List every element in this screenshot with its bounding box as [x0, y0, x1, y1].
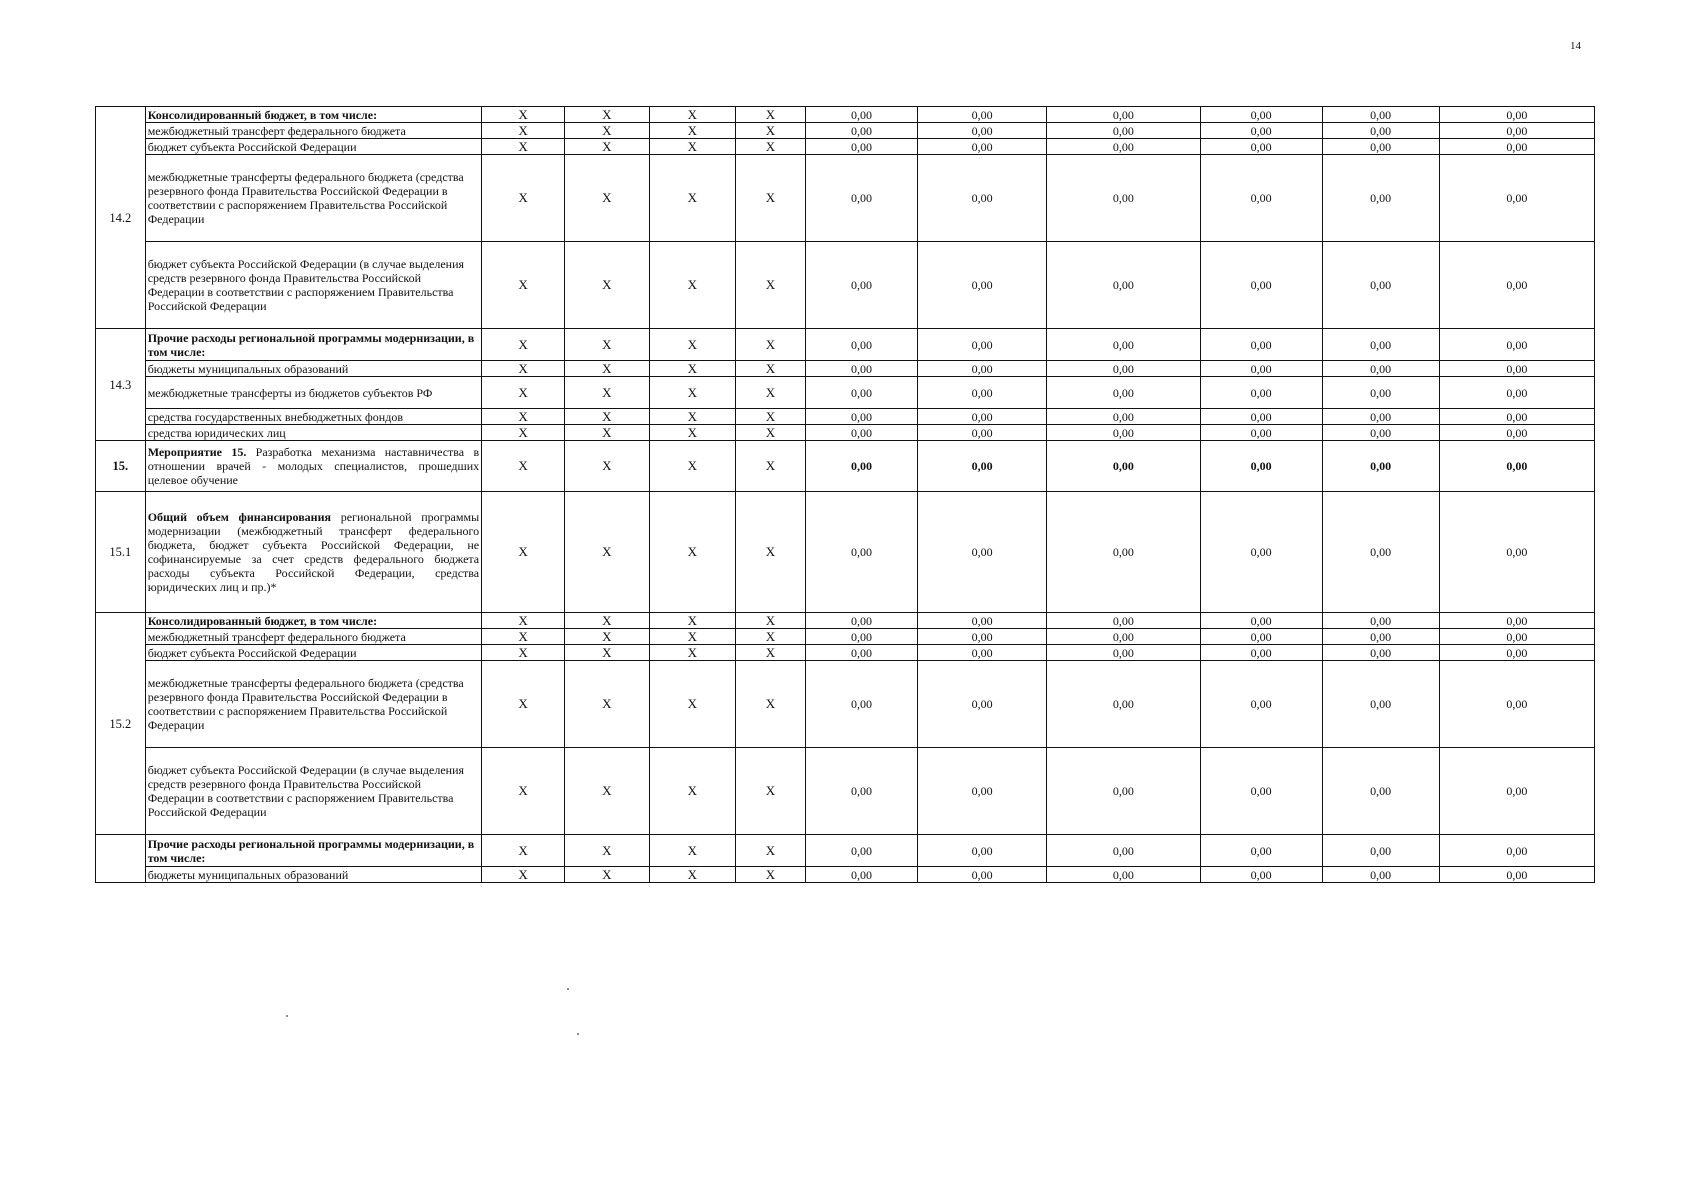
table-row: [96, 835, 1595, 867]
amount-cell: 0,00: [1200, 329, 1322, 361]
x-mark-cell: X: [482, 242, 565, 329]
x-mark-cell: X: [735, 123, 805, 139]
row-description: бюджет субъекта Российской Федерации: [145, 139, 481, 155]
x-mark-cell: X: [564, 242, 649, 329]
x-mark-cell: X: [735, 425, 805, 441]
amount-cell: 0,00: [1439, 441, 1594, 492]
amount-cell: 0,00: [806, 867, 918, 883]
x-mark-cell: X: [735, 441, 805, 492]
x-mark-cell: X: [735, 155, 805, 242]
item-number: 14.3: [96, 329, 146, 441]
x-mark-cell: X: [482, 441, 565, 492]
amount-cell: 0,00: [917, 242, 1046, 329]
description-rest: региональной программы модернизации (межбюджетный трансферт федерального бюджета, бюджет субъекта Российской Федерации, не софинансируемые за счет средств федерального бюджета расходы субъекта Российской Федерации, средства юридических лиц и пр.)*: [147, 510, 480, 594]
x-mark-cell: X: [649, 867, 735, 883]
x-mark-cell: X: [649, 377, 735, 409]
amount-cell: 0,00: [1322, 409, 1439, 425]
amount-cell: 0,00: [1439, 867, 1594, 883]
amount-cell: 0,00: [806, 629, 918, 645]
amount-cell: 0,00: [1200, 441, 1322, 492]
x-mark-cell: X: [564, 629, 649, 645]
x-mark-cell: X: [482, 139, 565, 155]
x-mark-cell: X: [649, 629, 735, 645]
x-mark-cell: X: [482, 645, 565, 661]
table-row: [96, 867, 1595, 883]
row-description: межбюджетный трансферт федерального бюджета: [145, 629, 481, 645]
amount-cell: 0,00: [1439, 123, 1594, 139]
amount-cell: 0,00: [1047, 441, 1200, 492]
amount-cell: 0,00: [1200, 867, 1322, 883]
x-mark-cell: X: [564, 613, 649, 629]
table-row: [96, 242, 1595, 329]
x-mark-cell: X: [482, 492, 565, 613]
x-mark-cell: X: [564, 377, 649, 409]
amount-cell: 0,00: [1322, 867, 1439, 883]
x-mark-cell: X: [735, 661, 805, 748]
x-mark-cell: X: [564, 155, 649, 242]
amount-cell: 0,00: [1200, 629, 1322, 645]
x-mark-cell: X: [735, 139, 805, 155]
amount-cell: 0,00: [1439, 629, 1594, 645]
amount-cell: 0,00: [1200, 242, 1322, 329]
amount-cell: 0,00: [1439, 409, 1594, 425]
x-mark-cell: X: [649, 492, 735, 613]
x-mark-cell: X: [564, 329, 649, 361]
amount-cell: 0,00: [1322, 748, 1439, 835]
item-number: 15.2: [96, 613, 146, 835]
amount-cell: 0,00: [806, 492, 918, 613]
row-description: межбюджетные трансферты из бюджетов субъектов РФ: [145, 377, 481, 409]
x-mark-cell: X: [735, 107, 805, 123]
amount-cell: 0,00: [1047, 107, 1200, 123]
financing-table: [95, 106, 1595, 883]
amount-cell: 0,00: [1047, 835, 1200, 867]
x-mark-cell: X: [735, 492, 805, 613]
amount-cell: 0,00: [1200, 645, 1322, 661]
item-number: 15.1: [96, 492, 146, 613]
amount-cell: 0,00: [1439, 645, 1594, 661]
x-mark-cell: X: [482, 361, 565, 377]
amount-cell: 0,00: [1047, 329, 1200, 361]
amount-cell: 0,00: [1322, 329, 1439, 361]
amount-cell: 0,00: [1047, 867, 1200, 883]
row-description: Прочие расходы региональной программы модернизации, в том числе:: [145, 835, 481, 867]
amount-cell: 0,00: [1439, 661, 1594, 748]
amount-cell: 0,00: [1200, 139, 1322, 155]
amount-cell: 0,00: [1047, 748, 1200, 835]
x-mark-cell: X: [735, 835, 805, 867]
amount-cell: 0,00: [806, 139, 918, 155]
x-mark-cell: X: [564, 867, 649, 883]
amount-cell: 0,00: [917, 867, 1046, 883]
table-row: [96, 748, 1595, 835]
table-row: [96, 107, 1595, 123]
amount-cell: 0,00: [917, 155, 1046, 242]
amount-cell: 0,00: [806, 361, 918, 377]
x-mark-cell: X: [482, 425, 565, 441]
row-description: средства государственных внебюджетных фондов: [145, 409, 481, 425]
amount-cell: 0,00: [917, 629, 1046, 645]
amount-cell: 0,00: [1200, 835, 1322, 867]
amount-cell: 0,00: [1047, 377, 1200, 409]
x-mark-cell: X: [649, 329, 735, 361]
x-mark-cell: X: [649, 425, 735, 441]
x-mark-cell: X: [649, 613, 735, 629]
amount-cell: 0,00: [1439, 361, 1594, 377]
amount-cell: 0,00: [1439, 613, 1594, 629]
amount-cell: 0,00: [1322, 377, 1439, 409]
amount-cell: 0,00: [917, 139, 1046, 155]
x-mark-cell: X: [482, 377, 565, 409]
amount-cell: 0,00: [1200, 377, 1322, 409]
x-mark-cell: X: [649, 242, 735, 329]
x-mark-cell: X: [649, 748, 735, 835]
x-mark-cell: X: [564, 441, 649, 492]
amount-cell: 0,00: [1439, 835, 1594, 867]
amount-cell: 0,00: [1047, 629, 1200, 645]
x-mark-cell: X: [735, 242, 805, 329]
amount-cell: 0,00: [1200, 361, 1322, 377]
table-row: [96, 661, 1595, 748]
table-row: [96, 613, 1595, 629]
amount-cell: 0,00: [1322, 441, 1439, 492]
amount-cell: 0,00: [806, 329, 918, 361]
x-mark-cell: X: [735, 613, 805, 629]
amount-cell: 0,00: [1047, 139, 1200, 155]
amount-cell: 0,00: [1439, 425, 1594, 441]
x-mark-cell: X: [649, 139, 735, 155]
table-row: [96, 425, 1595, 441]
amount-cell: 0,00: [806, 748, 918, 835]
item-number: [96, 835, 146, 883]
table-row: [96, 329, 1595, 361]
x-mark-cell: X: [482, 748, 565, 835]
amount-cell: 0,00: [1047, 361, 1200, 377]
amount-cell: 0,00: [917, 107, 1046, 123]
x-mark-cell: X: [482, 661, 565, 748]
amount-cell: 0,00: [1322, 661, 1439, 748]
x-mark-cell: X: [482, 123, 565, 139]
x-mark-cell: X: [649, 107, 735, 123]
amount-cell: 0,00: [806, 409, 918, 425]
x-mark-cell: X: [735, 377, 805, 409]
amount-cell: 0,00: [1047, 409, 1200, 425]
row-description: бюджеты муниципальных образований: [145, 867, 481, 883]
amount-cell: 0,00: [1200, 409, 1322, 425]
amount-cell: 0,00: [917, 329, 1046, 361]
x-mark-cell: X: [735, 645, 805, 661]
x-mark-cell: X: [482, 613, 565, 629]
amount-cell: 0,00: [1200, 425, 1322, 441]
amount-cell: 0,00: [1439, 139, 1594, 155]
x-mark-cell: X: [482, 409, 565, 425]
amount-cell: 0,00: [806, 661, 918, 748]
table-row: [96, 492, 1595, 613]
x-mark-cell: X: [735, 361, 805, 377]
x-mark-cell: X: [564, 748, 649, 835]
x-mark-cell: X: [649, 123, 735, 139]
row-description: средства юридических лиц: [145, 425, 481, 441]
row-description: [145, 492, 481, 613]
amount-cell: 0,00: [1047, 661, 1200, 748]
amount-cell: 0,00: [1047, 425, 1200, 441]
x-mark-cell: X: [482, 329, 565, 361]
table-row: [96, 361, 1595, 377]
x-mark-cell: X: [735, 629, 805, 645]
x-mark-cell: X: [649, 155, 735, 242]
amount-cell: 0,00: [806, 613, 918, 629]
x-mark-cell: X: [482, 629, 565, 645]
amount-cell: 0,00: [1322, 107, 1439, 123]
amount-cell: 0,00: [1200, 155, 1322, 242]
x-mark-cell: X: [564, 835, 649, 867]
amount-cell: 0,00: [1439, 492, 1594, 613]
row-description: Консолидированный бюджет, в том числе:: [145, 107, 481, 123]
amount-cell: 0,00: [1439, 748, 1594, 835]
amount-cell: 0,00: [806, 242, 918, 329]
table-row: [96, 123, 1595, 139]
description-rest: Разработка механизма наставничества в отношении врачей - молодых специалистов, прошедших целевое обучение: [147, 445, 480, 487]
x-mark-cell: X: [564, 107, 649, 123]
x-mark-cell: X: [564, 661, 649, 748]
amount-cell: 0,00: [1322, 123, 1439, 139]
amount-cell: 0,00: [1047, 613, 1200, 629]
page-number: 14: [1570, 40, 1581, 52]
row-description: бюджет субъекта Российской Федерации (в случае выделения средств резервного фонда Правительства Российской Федерации в соответствии с распоряжением Правительства Российской Федерации: [145, 242, 481, 329]
amount-cell: 0,00: [806, 425, 918, 441]
x-mark-cell: X: [564, 425, 649, 441]
amount-cell: 0,00: [806, 441, 918, 492]
row-description: межбюджетные трансферты федерального бюджета (средства резервного фонда Правительства Российской Федерации в соответствии с распоряжением Правительства Российской Федерации: [145, 661, 481, 748]
x-mark-cell: X: [649, 645, 735, 661]
amount-cell: 0,00: [917, 661, 1046, 748]
amount-cell: 0,00: [1439, 155, 1594, 242]
description-bold-part: Общий объем финансирования: [147, 510, 332, 524]
x-mark-cell: X: [482, 155, 565, 242]
amount-cell: 0,00: [1439, 242, 1594, 329]
amount-cell: 0,00: [1322, 645, 1439, 661]
amount-cell: 0,00: [917, 748, 1046, 835]
row-description: межбюджетные трансферты федерального бюджета (средства резервного фонда Правительства Российской Федерации в соответствии с распоряжением Правительства Российской Федерации: [145, 155, 481, 242]
amount-cell: 0,00: [1200, 613, 1322, 629]
amount-cell: 0,00: [917, 425, 1046, 441]
item-number: 14.2: [96, 107, 146, 329]
table-row: [96, 155, 1595, 242]
amount-cell: 0,00: [1200, 492, 1322, 613]
x-mark-cell: X: [735, 748, 805, 835]
row-description: Прочие расходы региональной программы модернизации, в том числе:: [145, 329, 481, 361]
amount-cell: 0,00: [1439, 107, 1594, 123]
x-mark-cell: X: [482, 107, 565, 123]
row-description: Консолидированный бюджет, в том числе:: [145, 613, 481, 629]
x-mark-cell: X: [564, 361, 649, 377]
row-description: бюджеты муниципальных образований: [145, 361, 481, 377]
row-description: бюджет субъекта Российской Федерации (в случае выделения средств резервного фонда Правительства Российской Федерации в соответствии с распоряжением Правительства Российской Федерации: [145, 748, 481, 835]
amount-cell: 0,00: [806, 123, 918, 139]
amount-cell: 0,00: [1322, 629, 1439, 645]
amount-cell: 0,00: [1439, 377, 1594, 409]
x-mark-cell: X: [564, 409, 649, 425]
amount-cell: 0,00: [1322, 139, 1439, 155]
table-row: [96, 377, 1595, 409]
description-bold-part: Мероприятие 15.: [147, 445, 247, 459]
amount-cell: 0,00: [1322, 361, 1439, 377]
amount-cell: 0,00: [917, 377, 1046, 409]
amount-cell: 0,00: [1322, 155, 1439, 242]
amount-cell: 0,00: [1200, 661, 1322, 748]
amount-cell: 0,00: [1047, 123, 1200, 139]
x-mark-cell: X: [735, 409, 805, 425]
table-row: [96, 645, 1595, 661]
amount-cell: 0,00: [1322, 425, 1439, 441]
x-mark-cell: X: [649, 661, 735, 748]
amount-cell: 0,00: [917, 361, 1046, 377]
amount-cell: 0,00: [806, 645, 918, 661]
row-description: [145, 441, 481, 492]
x-mark-cell: X: [482, 835, 565, 867]
x-mark-cell: X: [649, 835, 735, 867]
table-row: [96, 629, 1595, 645]
table-row: [96, 441, 1595, 492]
x-mark-cell: X: [649, 361, 735, 377]
amount-cell: 0,00: [806, 835, 918, 867]
row-description: межбюджетный трансферт федерального бюджета: [145, 123, 481, 139]
amount-cell: 0,00: [806, 377, 918, 409]
x-mark-cell: X: [735, 329, 805, 361]
amount-cell: 0,00: [1200, 123, 1322, 139]
amount-cell: 0,00: [1047, 645, 1200, 661]
x-mark-cell: X: [564, 123, 649, 139]
amount-cell: 0,00: [806, 107, 918, 123]
amount-cell: 0,00: [917, 645, 1046, 661]
x-mark-cell: X: [649, 441, 735, 492]
amount-cell: 0,00: [1322, 492, 1439, 613]
amount-cell: 0,00: [917, 835, 1046, 867]
amount-cell: 0,00: [1322, 613, 1439, 629]
amount-cell: 0,00: [1322, 242, 1439, 329]
row-description: бюджет субъекта Российской Федерации: [145, 645, 481, 661]
amount-cell: 0,00: [917, 441, 1046, 492]
amount-cell: 0,00: [917, 613, 1046, 629]
table-row: [96, 409, 1595, 425]
amount-cell: 0,00: [917, 409, 1046, 425]
amount-cell: 0,00: [917, 492, 1046, 613]
amount-cell: 0,00: [1047, 492, 1200, 613]
x-mark-cell: X: [735, 867, 805, 883]
amount-cell: 0,00: [917, 123, 1046, 139]
item-number: 15.: [96, 441, 146, 492]
amount-cell: 0,00: [1439, 329, 1594, 361]
x-mark-cell: X: [564, 492, 649, 613]
x-mark-cell: X: [649, 409, 735, 425]
x-mark-cell: X: [564, 645, 649, 661]
table-row: [96, 139, 1595, 155]
x-mark-cell: X: [482, 867, 565, 883]
amount-cell: 0,00: [1047, 155, 1200, 242]
amount-cell: 0,00: [1200, 107, 1322, 123]
amount-cell: 0,00: [806, 155, 918, 242]
amount-cell: 0,00: [1047, 242, 1200, 329]
x-mark-cell: X: [564, 139, 649, 155]
amount-cell: 0,00: [1200, 748, 1322, 835]
amount-cell: 0,00: [1322, 835, 1439, 867]
